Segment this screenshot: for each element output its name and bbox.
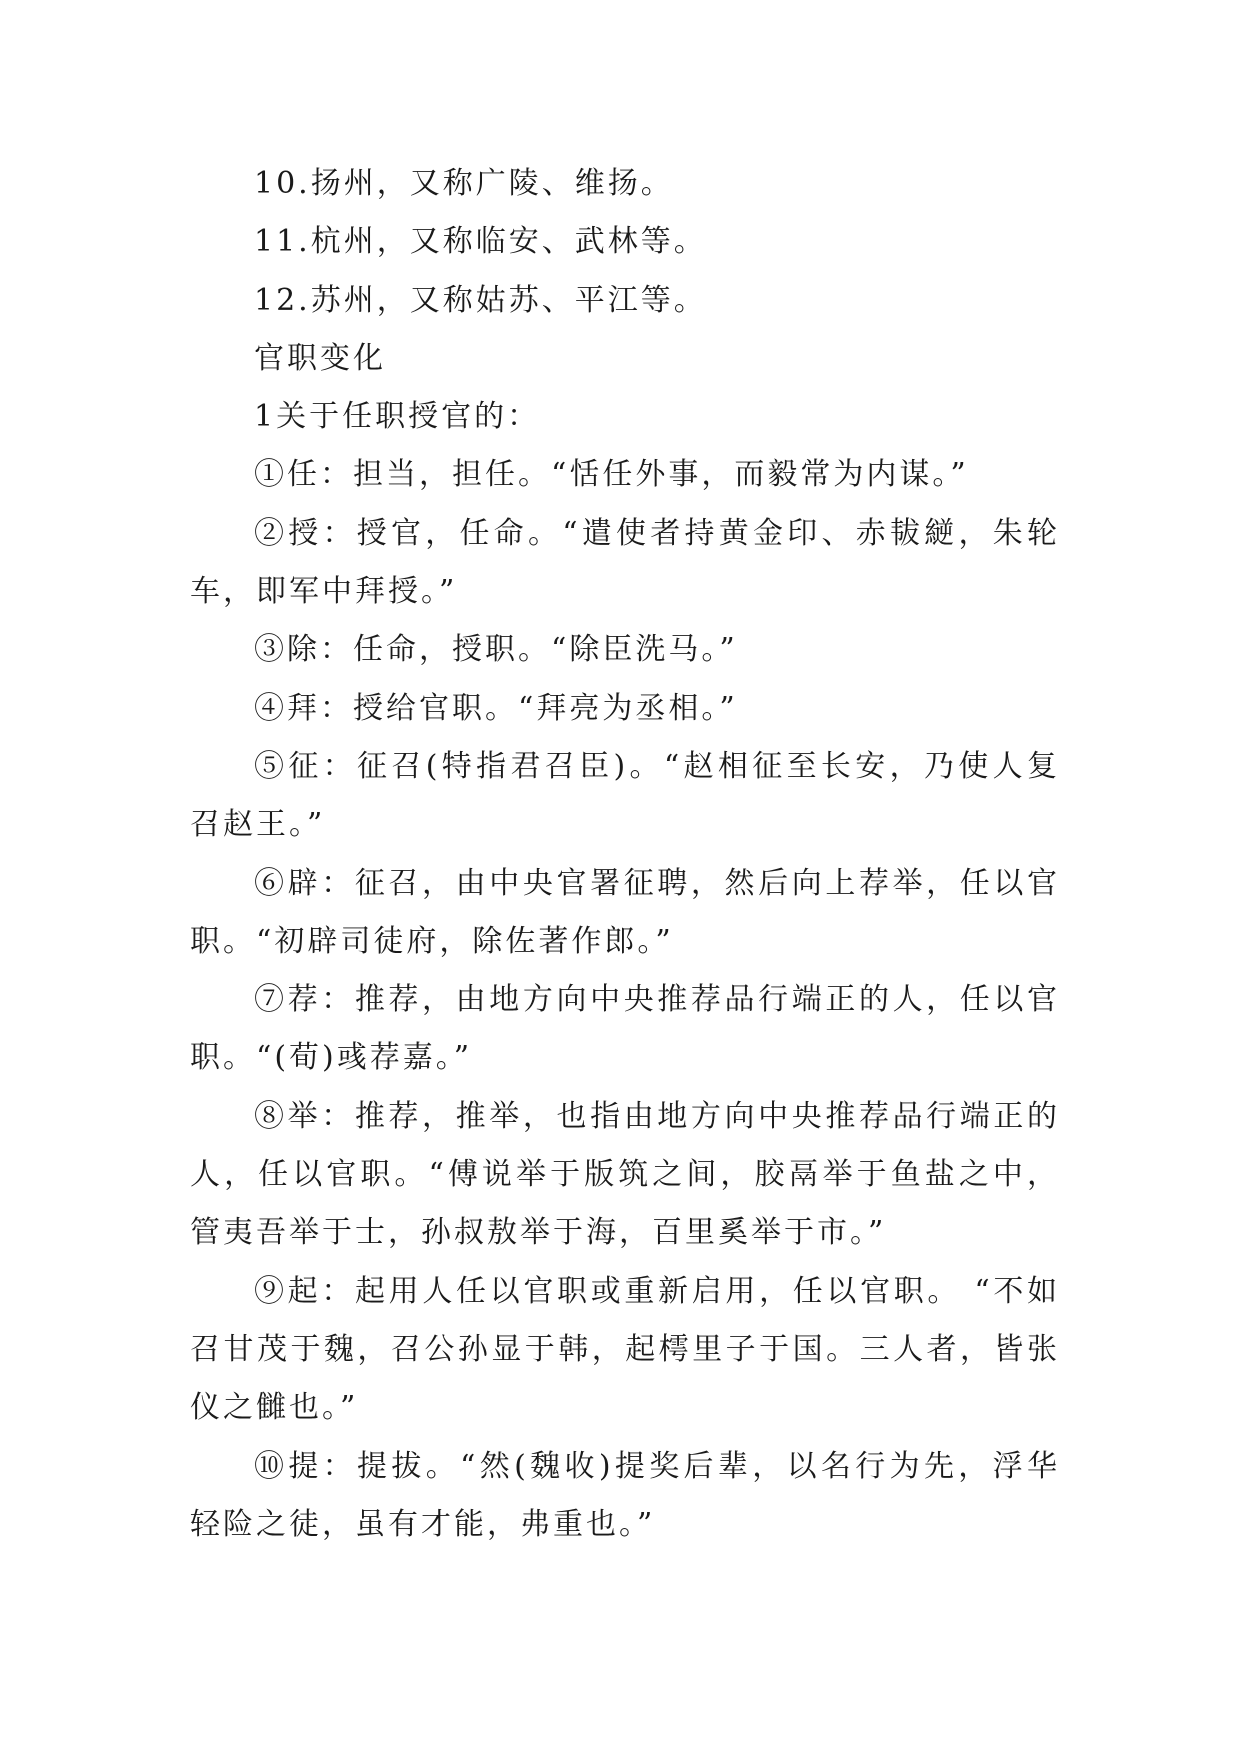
- definition-ju: ⑧举：推荐，推举，也指由地方向中央推荐品行端正的人，任以官职。“傅说举于版筑之间，胶鬲举于鱼盐之中，管夷吾举于士，孙叔敖举于海，百里奚举于市。”: [190, 1098, 1060, 1251]
- definition-ren: ①任：担当，担任。“恬任外事，而毅常为内谋。”: [254, 457, 969, 493]
- definition-bi: ⑥辟：征召，由中央官署征聘，然后向上荐举，任以官职。“初辟司徒府，除佐著作郎。”: [190, 865, 1060, 959]
- definition-bai: ④拜：授给官职。“拜亮为丞相。”: [254, 690, 738, 726]
- definition-zheng: ⑤征：征召(特指君召臣)。“赵相征至长安，乃使人复召赵王。”: [190, 748, 1060, 843]
- document-body: [190, 155, 1060, 1554]
- section-heading: 官职变化: [254, 340, 386, 376]
- subsection-heading: 1关于任职授官的：: [254, 399, 541, 435]
- definition-chu: ③除：任命，授职。“除臣洗马。”: [254, 632, 738, 668]
- definition-ti: ⑩提：提拔。“然(魏收)提奖后辈，以名行为先，浮华轻险之徒，虽有才能，弗重也。”: [190, 1448, 1060, 1542]
- definition-jian: ⑦荐：推荐，由地方向中央推荐品行端正的人，任以官职。“(荀)彧荐嘉。”: [190, 982, 1060, 1076]
- list-item-suzhou: 12.苏州，又称姑苏、平江等。: [254, 282, 707, 318]
- list-item-hangzhou: 11.杭州，又称临安、武林等。: [254, 224, 707, 260]
- definition-qi: ⑨起：起用人任以官职或重新启用，任以官职。 “不如召甘茂于魏，召公孙显于韩，起樗里子于国。三人者，皆张仪之雠也。”: [190, 1273, 1060, 1426]
- definition-shou: ②授：授官，任命。“遣使者持黄金印、赤韨縌，朱轮车，即军中拜授。”: [190, 515, 1060, 610]
- list-item-yangzhou: 10.扬州，又称广陵、维扬。: [254, 166, 674, 201]
